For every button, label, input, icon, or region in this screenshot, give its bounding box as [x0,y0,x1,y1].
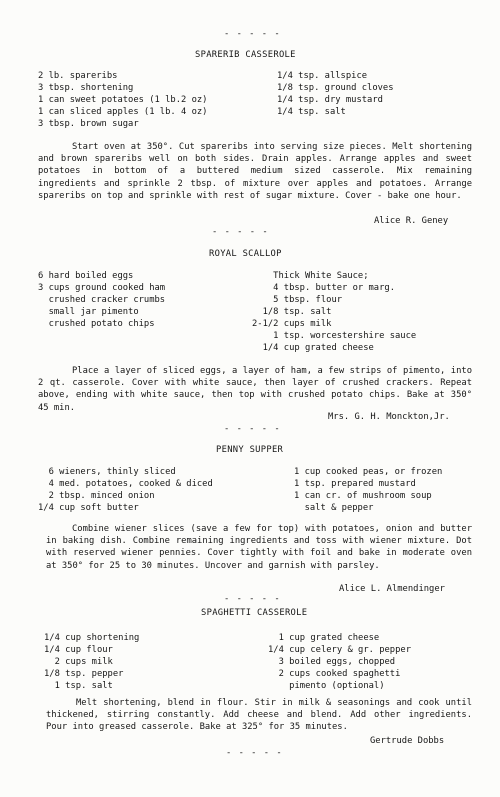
instructions-text: Melt shortening, blend in flour. Stir in milk & seasonings and cook until thickened, stirring constantly. Add cheese and blend. Add other ingredients. Pour into greased casserole. Bake at 325° for 35 minutes. [46,698,472,733]
ingredients-left [38,270,165,330]
separator-dashes: - - - - - [224,424,281,434]
ingredient: Thick White Sauce; [252,271,369,281]
ingredient: 5 tbsp. flour [252,295,343,305]
ingredient: crushed potato chips [38,319,155,329]
ingredient: 1 tsp. worcestershire sauce [252,331,417,341]
ingredient: 6 wieners, thinly sliced [38,467,176,477]
ingredient: crushed cracker crumbs [38,295,166,305]
ingredient: 1/4 cup celery & gr. pepper [268,645,411,655]
ingredients-right [252,270,416,354]
ingredient: salt & pepper [294,503,374,513]
ingredient: 1/8 tsp. salt [252,307,332,317]
ingredient: 3 tbsp. shortening [38,83,134,93]
ingredient: 1 tsp. prepared mustard [294,479,416,489]
ingredient: 2 cups cooked spaghetti [268,669,401,679]
recipe-author: Alice R. Geney [374,216,449,226]
ingredient: 1 tsp. salt [44,681,113,691]
ingredients-left [38,466,213,514]
recipe-instructions [46,523,472,572]
ingredient: small jar pimento [38,307,139,317]
ingredient: 2 tbsp. minced onion [38,491,155,501]
recipe-title: SPARERIB CASSEROLE [195,50,296,60]
ingredient: 1/4 cup flour [44,645,113,655]
ingredient: 3 tbsp. brown sugar [38,119,139,129]
ingredient: 1 can sliced apples (1 lb. 4 oz) [38,107,208,117]
ingredient: pimento (optional) [268,681,385,691]
ingredients-right [294,466,442,514]
ingredient: 4 tbsp. butter or marg. [252,283,395,293]
ingredient: 1 can cr. of mushroom soup [294,491,432,501]
recipe-title: ROYAL SCALLOP [209,249,282,259]
recipe-title: SPAGHETTI CASSEROLE [201,608,308,618]
ingredient: 1/4 tsp. dry mustard [277,95,383,105]
ingredient: 1 can sweet potatoes (1 lb.2 oz) [38,95,208,105]
recipe-author: Alice L. Almendinger [339,584,445,594]
ingredient: 1/4 cup shortening [44,633,140,643]
ingredients-right [268,632,411,692]
recipe-author: Gertrude Dobbs [370,736,445,746]
instructions-text: Place a layer of sliced eggs, a layer of ham, a few strips of pimento, into 2 qt. casserole. Cover with white sauce, then layer of crushed crackers. Repeat above, ending with white sauce, then top with crushed potato chips. Bake at 350° 45 min. [38,366,472,413]
ingredient: 2-1/2 cups milk [252,319,332,329]
ingredient: 1 cup grated cheese [268,633,380,643]
instructions-text: Start oven at 350°. Cut spareribs into serving size pieces. Melt shortening and brown spareribs well on both sides. Drain apples. Arrange apples and sweet potatoes in bottom of a buttered medium sized casserole. Mix remaining ingredients and sprinkle 2 tbsp. of mixture over apples and potatoes. Arrange spareribs on top and sprinkle with rest of sugar mixture. Cover - bake one hour. [38,142,472,201]
ingredient: 1/8 tsp. ground cloves [277,83,394,93]
ingredients-right [277,70,394,118]
ingredient: 4 med. potatoes, cooked & diced [38,479,213,489]
ingredient: 3 cups ground cooked ham [38,283,166,293]
recipe-author: Mrs. G. H. Monckton,Jr. [328,412,450,422]
separator-dashes: - - - - - [226,748,283,758]
ingredient: 2 cups milk [44,657,113,667]
ingredients-left [38,70,207,130]
separator-dashes: - - - - - [224,594,281,604]
recipe-title: PENNY SUPPER [216,445,284,455]
ingredient: 1/8 tsp. pepper [44,669,124,679]
recipe-instructions [38,141,472,202]
ingredient: 2 lb. spareribs [38,71,118,81]
ingredient: 6 hard boiled eggs [38,271,134,281]
instructions-text: Combine wiener slices (save a few for top) with potatoes, onion and butter in baking dish. Combine remaining ingredients and toss with wiener mixture. Dot with reserved wiener pennies. Cover tightly with foil and bake in moderate oven at 350° for 25 to 30 minutes. Uncover and garnish with parsley. [46,524,472,571]
ingredient: 1/4 tsp. salt [277,107,346,117]
recipe-instructions [38,365,472,414]
separator-dashes: - - - - - [224,29,281,39]
ingredients-left [44,632,139,692]
ingredient: 1 cup cooked peas, or frozen [294,467,443,477]
ingredient: 1/4 cup soft butter [38,503,139,513]
ingredient: 1/4 cup grated cheese [252,343,374,353]
ingredient: 1/4 tsp. allspice [277,71,368,81]
separator-dashes: - - - - - [212,227,269,237]
ingredient: 3 boiled eggs, chopped [268,657,396,667]
recipe-instructions [46,697,472,734]
